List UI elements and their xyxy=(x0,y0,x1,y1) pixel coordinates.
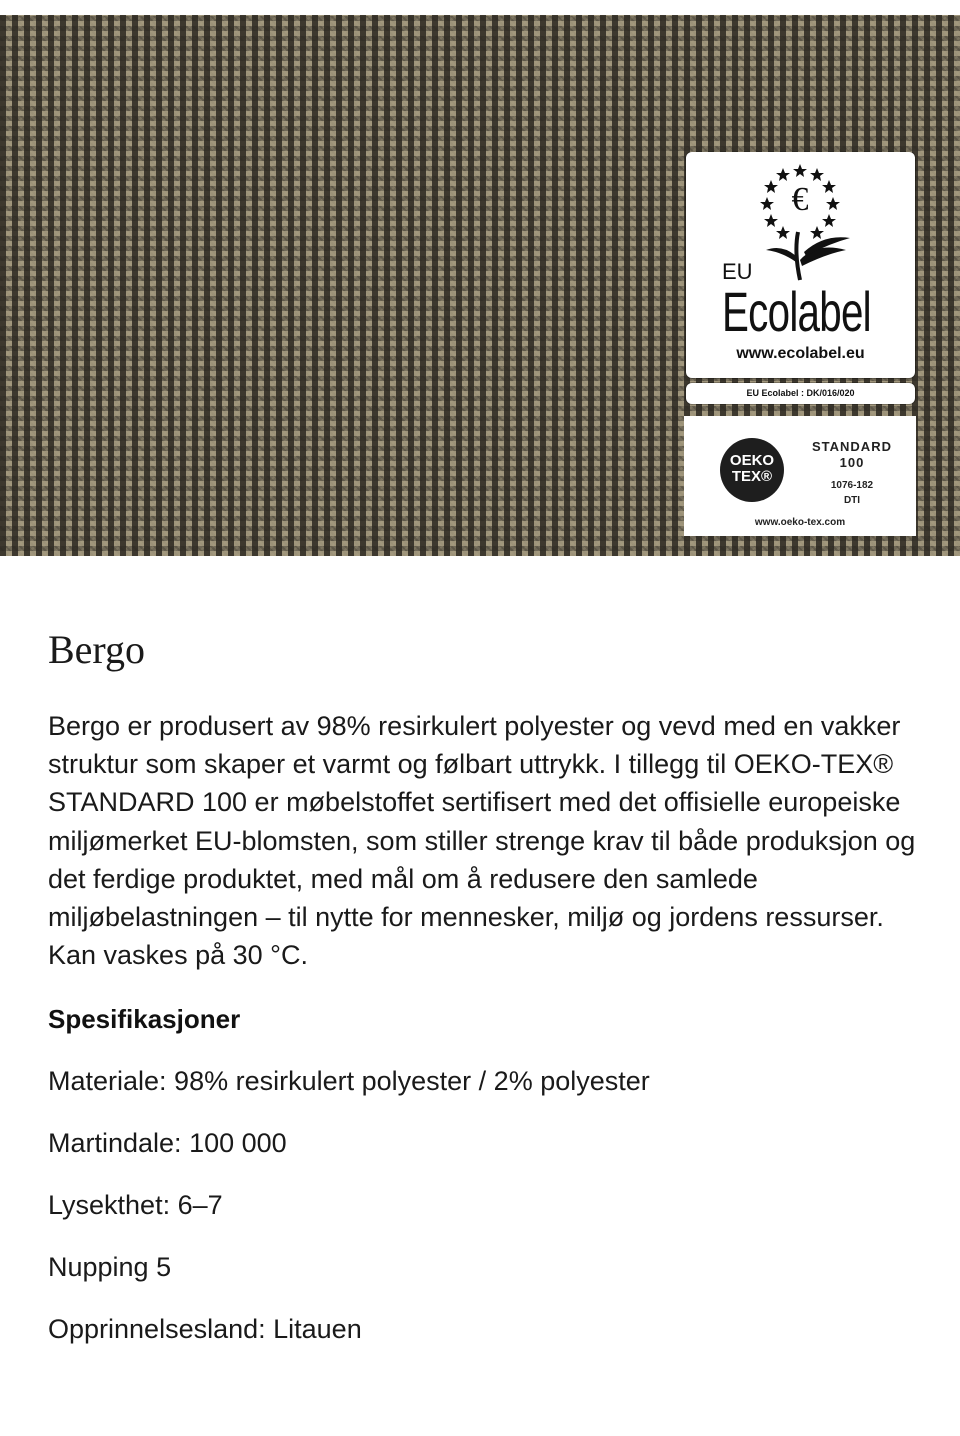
spec-lightfastness: Lysekthet: 6–7 xyxy=(48,1190,223,1221)
oeko-logo-line2: TEX® xyxy=(731,468,773,485)
euro-emblem: € xyxy=(791,181,809,218)
spec-material: Materiale: 98% resirkulert polyester / 2% polyester xyxy=(48,1066,650,1097)
ecolabel-code: EU Ecolabel : DK/016/020 xyxy=(686,383,915,404)
spec-pilling: Nupping 5 xyxy=(48,1252,172,1283)
oeko-tex-logo-icon xyxy=(720,438,784,502)
ecolabel-eu-text: EU xyxy=(722,259,753,284)
product-details xyxy=(48,622,918,1373)
oeko-cert-institute: DTI xyxy=(843,495,861,506)
oeko-standard-line2: 100 xyxy=(839,455,865,470)
ecolabel-brand-text: Ecolabel xyxy=(722,280,871,343)
oeko-tex-badge xyxy=(684,416,916,536)
ecolabel-url: www.ecolabel.eu xyxy=(736,345,865,362)
product-title: Bergo xyxy=(48,627,146,672)
oeko-cert-info xyxy=(802,478,902,508)
eu-flower-icon xyxy=(686,152,915,282)
oeko-url: www.oeko-tex.com xyxy=(754,517,846,528)
eu-ecolabel-badge xyxy=(686,152,915,378)
spec-martindale: Martindale: 100 000 xyxy=(48,1128,287,1159)
oeko-logo-line1: OEKO xyxy=(729,452,775,469)
product-description: Bergo er produsert av 98% resirkulert polyester og vevd med en vakker struktur som skaper et varmt og følbart uttrykk. I tillegg til OEKO-TEX® STANDARD 100 er møbelstoffet sertifisert med det offisielle europeiske miljømerket EU-blomsten, som stiller strenge krav til både produksjon og det ferdige produktet, med mål om å redusere den samlede miljøbelastningen – til nytte for mennesker, miljø og jordens ressurser. Kan vaskes på 30 °C. xyxy=(48,711,916,971)
fabric-swatch-image xyxy=(0,15,960,556)
oeko-standard-line1: STANDARD xyxy=(812,439,892,454)
specs-list xyxy=(48,1063,918,1373)
oeko-standard-label xyxy=(802,439,902,471)
specs-heading: Spesifikasjoner xyxy=(48,1004,241,1035)
spec-origin: Opprinnelsesland: Litauen xyxy=(48,1314,362,1345)
oeko-cert-number: 1076-182 xyxy=(830,480,874,491)
